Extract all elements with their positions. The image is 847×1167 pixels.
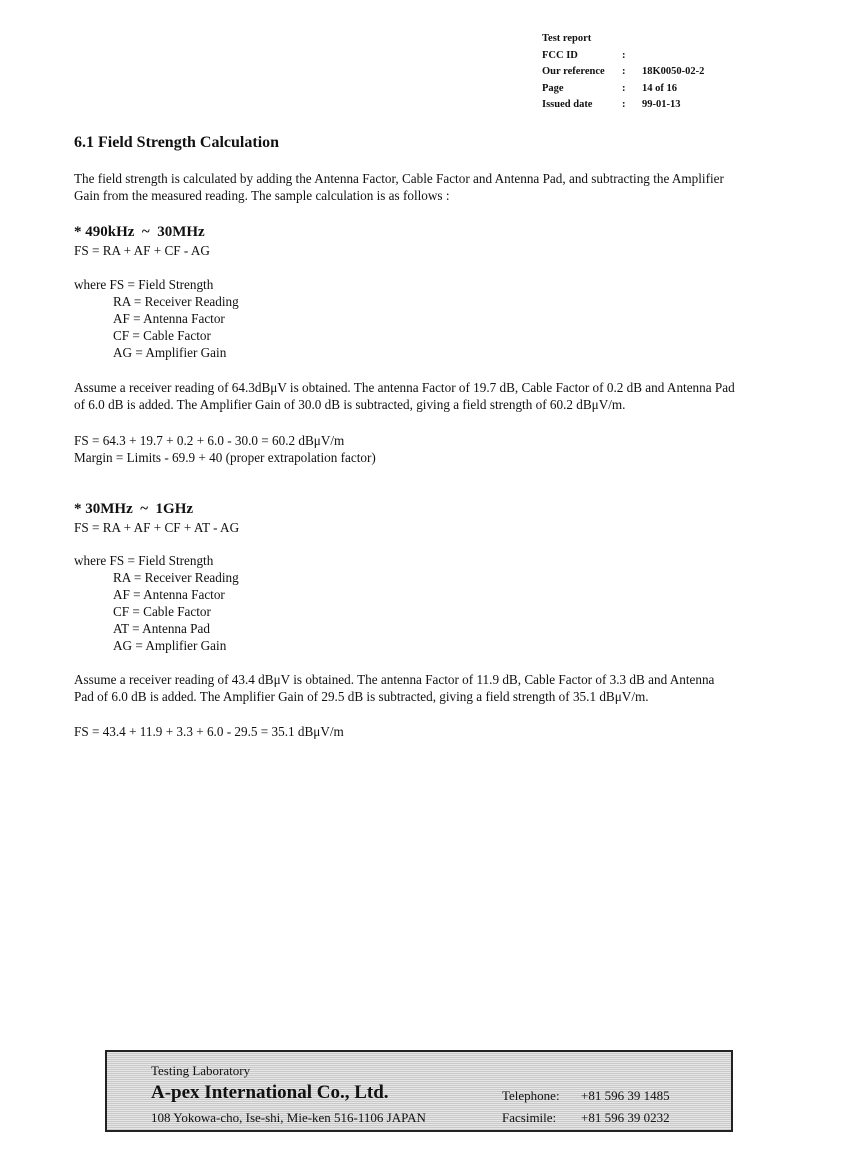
- header-sep: :: [622, 82, 626, 94]
- text-line: Assume a receiver reading of 43.4 dBμV is obtained. The antenna Factor of 11.9 dB, Cable Factor of 3.3 dB and Antenna: [74, 672, 715, 687]
- fax-label: Facsimile:: [502, 1110, 557, 1125]
- header-value: 18K0050-02-2: [642, 66, 705, 77]
- text-line: Margin = Limits - 69.9 + 40 (proper extrapolation factor): [74, 450, 376, 465]
- sec2-heading: * 30MHz ~ 1GHz: [74, 501, 194, 517]
- header-label: Page: [542, 82, 564, 94]
- footer-label: Testing Laboratory: [151, 1063, 251, 1078]
- sec1-paragraph: [74, 379, 735, 413]
- header-sep: :: [622, 66, 626, 77]
- header-value: [642, 48, 704, 65]
- company-address: 108 Yokowa-cho, Ise-shi, Mie-ken 516-1106 JAPAN: [151, 1110, 426, 1125]
- text-line: The field strength is calculated by adding the Antenna Factor, Cable Factor and Antenna Pad, and subtracting the Amplifier: [74, 171, 724, 186]
- header-sep: :: [622, 99, 626, 110]
- text-line: RA = Receiver Reading: [113, 570, 239, 585]
- header-label: Issued date: [542, 99, 593, 110]
- sec1-heading: * 490kHz ~ 30MHz: [74, 224, 205, 240]
- section-title: 6.1 Field Strength Calculation: [74, 134, 280, 151]
- text-line: FS = 64.3 + 19.7 + 0.2 + 6.0 - 30.0 = 60.2 dBμV/m: [74, 433, 345, 448]
- sec1-where: [74, 276, 239, 361]
- text-line: where FS = Field Strength: [74, 277, 214, 292]
- intro-paragraph: [74, 170, 724, 204]
- text-line: AG = Amplifier Gain: [113, 638, 227, 653]
- header-sep: :: [622, 49, 626, 61]
- text-line: CF = Cable Factor: [113, 604, 211, 619]
- telephone-label: Telephone:: [502, 1088, 560, 1103]
- company-name: A-pex International Co., Ltd.: [151, 1082, 389, 1103]
- text-line: Gain from the measured reading. The sample calculation is as follows :: [74, 188, 450, 203]
- sec2-formula: FS = RA + AF + CF + AT - AG: [74, 520, 240, 535]
- text-line: RA = Receiver Reading: [113, 294, 239, 309]
- sec2-calc: FS = 43.4 + 11.9 + 3.3 + 6.0 - 29.5 = 35.1 dBμV/m: [74, 724, 344, 739]
- header-value: 99-01-13: [642, 99, 681, 110]
- sec1-formula: FS = RA + AF + CF - AG: [74, 243, 210, 258]
- fax-number: +81 596 39 0232: [581, 1110, 670, 1125]
- header-value: 14 of 16: [642, 82, 677, 94]
- lab-footer: [105, 1050, 733, 1132]
- telephone-number: +81 596 39 1485: [581, 1088, 670, 1103]
- sec1-calc: [74, 432, 376, 466]
- text-line: AF = Antenna Factor: [113, 311, 225, 326]
- text-line: CF = Cable Factor: [113, 328, 211, 343]
- sec2-where: [74, 552, 239, 654]
- sec2-paragraph: [74, 671, 714, 705]
- header-label: Test report: [542, 33, 592, 44]
- header-label: Our reference: [542, 66, 605, 77]
- text-line: AT = Antenna Pad: [113, 621, 210, 636]
- header-label: FCC ID: [542, 49, 578, 61]
- report-header: [542, 31, 704, 114]
- text-line: of 6.0 dB is added. The Amplifier Gain of 30.0 dB is subtracted, giving a field strength of 60.2 dBμV/m.: [74, 397, 626, 412]
- text-line: AG = Amplifier Gain: [113, 345, 227, 360]
- text-line: Pad of 6.0 dB is added. The Amplifier Gain of 29.5 dB is subtracted, giving a field strength of 35.1 dBμV/m.: [74, 689, 649, 704]
- text-line: AF = Antenna Factor: [113, 587, 225, 602]
- text-line: Assume a receiver reading of 64.3dBμV is obtained. The antenna Factor of 19.7 dB, Cable Factor of 0.2 dB and Antenna Pad: [74, 380, 735, 395]
- text-line: where FS = Field Strength: [74, 553, 214, 568]
